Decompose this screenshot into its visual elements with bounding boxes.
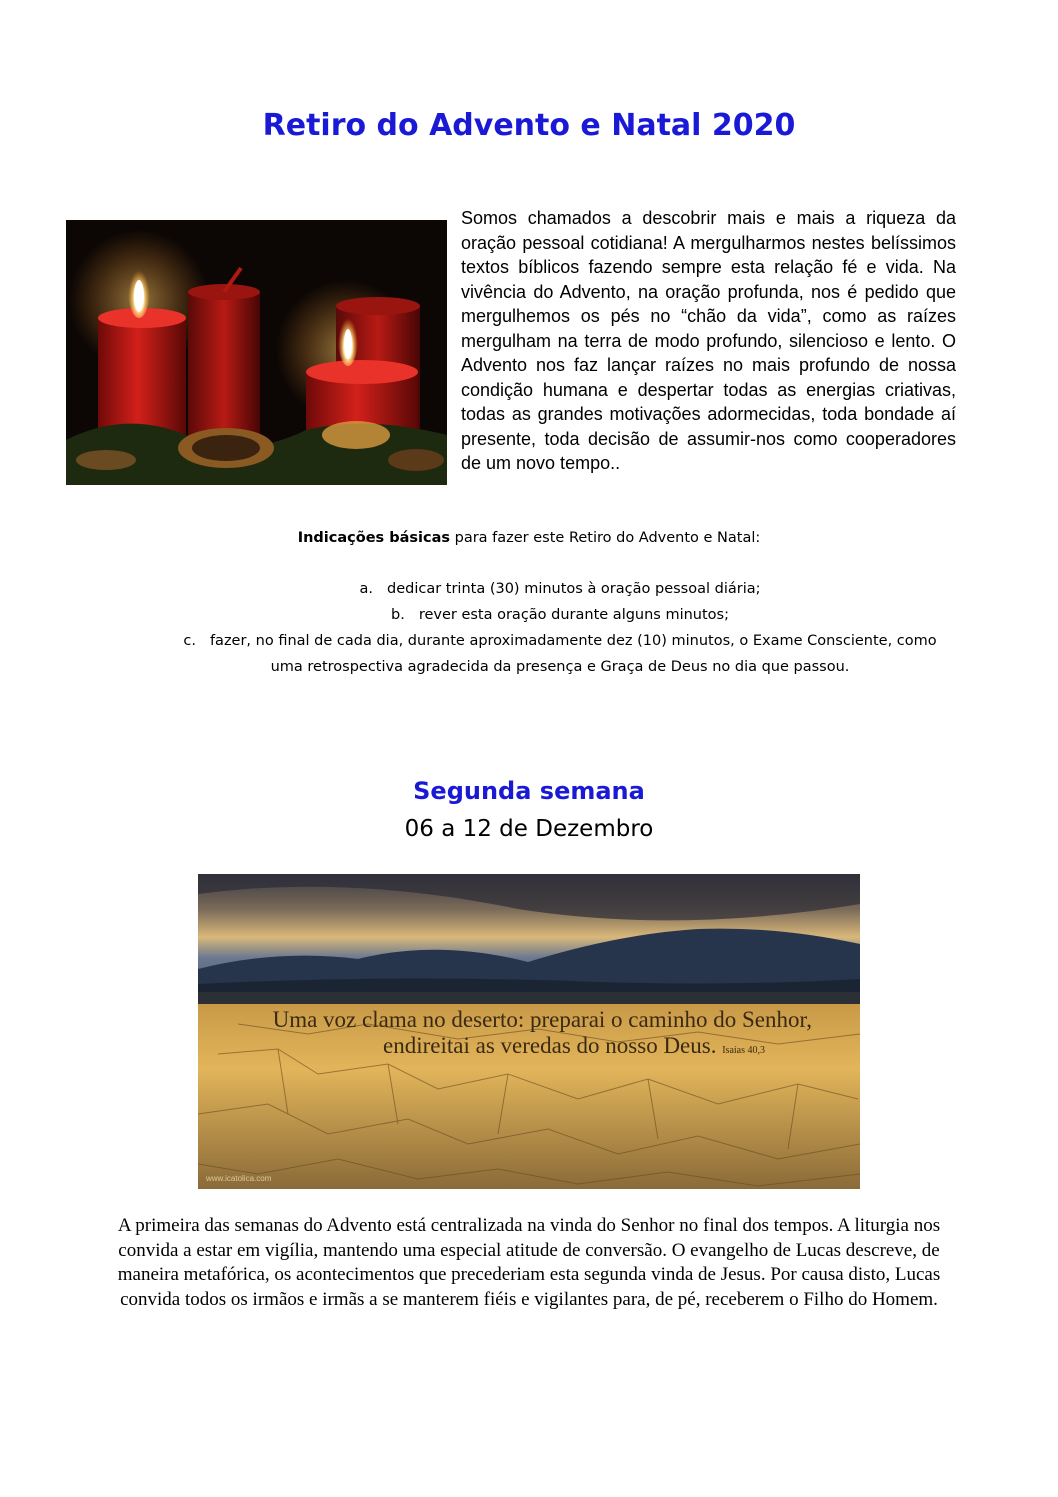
list-item: [170, 576, 950, 602]
candles-illustration: [66, 220, 447, 485]
section-title: Segunda semana: [413, 777, 645, 805]
indications-heading: [0, 530, 1058, 546]
body-paragraph: A primeira das semanas do Advento está centralizada na vinda do Senhor no final dos tempos. A liturgia nos convida a estar em vigília, mantendo uma especial atitude de conversão. O evangelho de Lucas descreve, de maneira metafórica, os acontecimentos que precederiam esta segunda vinda de Jesus. Por causa disto, Lucas convida todos os irmãos e irmãs a se manterem fiéis e vigilantes para, de pé, receberem o Filho do Homem.: [117, 1215, 941, 1310]
desert-verse-image: [198, 874, 860, 1189]
verse-line-2-text: endireitai as veredas do nosso Deus.: [383, 1033, 717, 1058]
indications-bold: Indicações básicas: [297, 530, 450, 546]
intro-paragraph: Somos chamados a descobrir mais e mais a riqueza da oração pessoal cotidiana! A mergulharmos nestes belíssimos textos bíblicos fazendo sempre esta relação fé e vida. Na vivência do Advento, na oração profunda, nos é pedido que mergulhemos os pés no “chão da vida”, como as raízes mergulham na terra de modo profundo, silencioso e lento. O Advento nos faz lançar raízes no mais profundo de nossa condição humana e despertar todas as energias criativas, todas as grandes motivações adormecidas, toda bondade aí presente, toda decisão de assumir-nos como cooperadores de um novo tempo..: [461, 208, 956, 473]
list-item-text: dedicar trinta (30) minutos à oração pessoal diária;: [386, 581, 761, 597]
list-item-text: rever esta oração durante alguns minutos;: [418, 607, 729, 623]
list-item: [170, 602, 950, 628]
page-title: Retiro do Advento e Natal 2020: [262, 108, 796, 143]
indications-rest: para fazer este Retiro do Advento e Natal:: [450, 530, 761, 546]
instructions-list: [170, 576, 950, 680]
list-item: [170, 628, 950, 680]
verse-reference: Isaías 40,3: [722, 1045, 765, 1056]
verse-line-1: Uma voz clama no deserto: preparai o caminho do Senhor,: [272, 1007, 812, 1032]
list-marker: b.: [390, 607, 405, 623]
advent-candles-image: [66, 220, 447, 485]
section-dates: 06 a 12 de Dezembro: [404, 816, 654, 842]
list-marker: a.: [359, 581, 373, 597]
list-item-text: fazer, no final de cada dia, durante aproximadamente dez (10) minutos, o Exame Consciente, como uma retrospectiva agradecida da presença e Graça de Deus no dia que passou.: [209, 633, 937, 675]
list-marker: c.: [183, 633, 196, 649]
image-watermark: www.icatolica.com: [206, 1174, 272, 1183]
verse-line-2: [198, 1033, 860, 1064]
verse-text: [198, 1007, 860, 1064]
